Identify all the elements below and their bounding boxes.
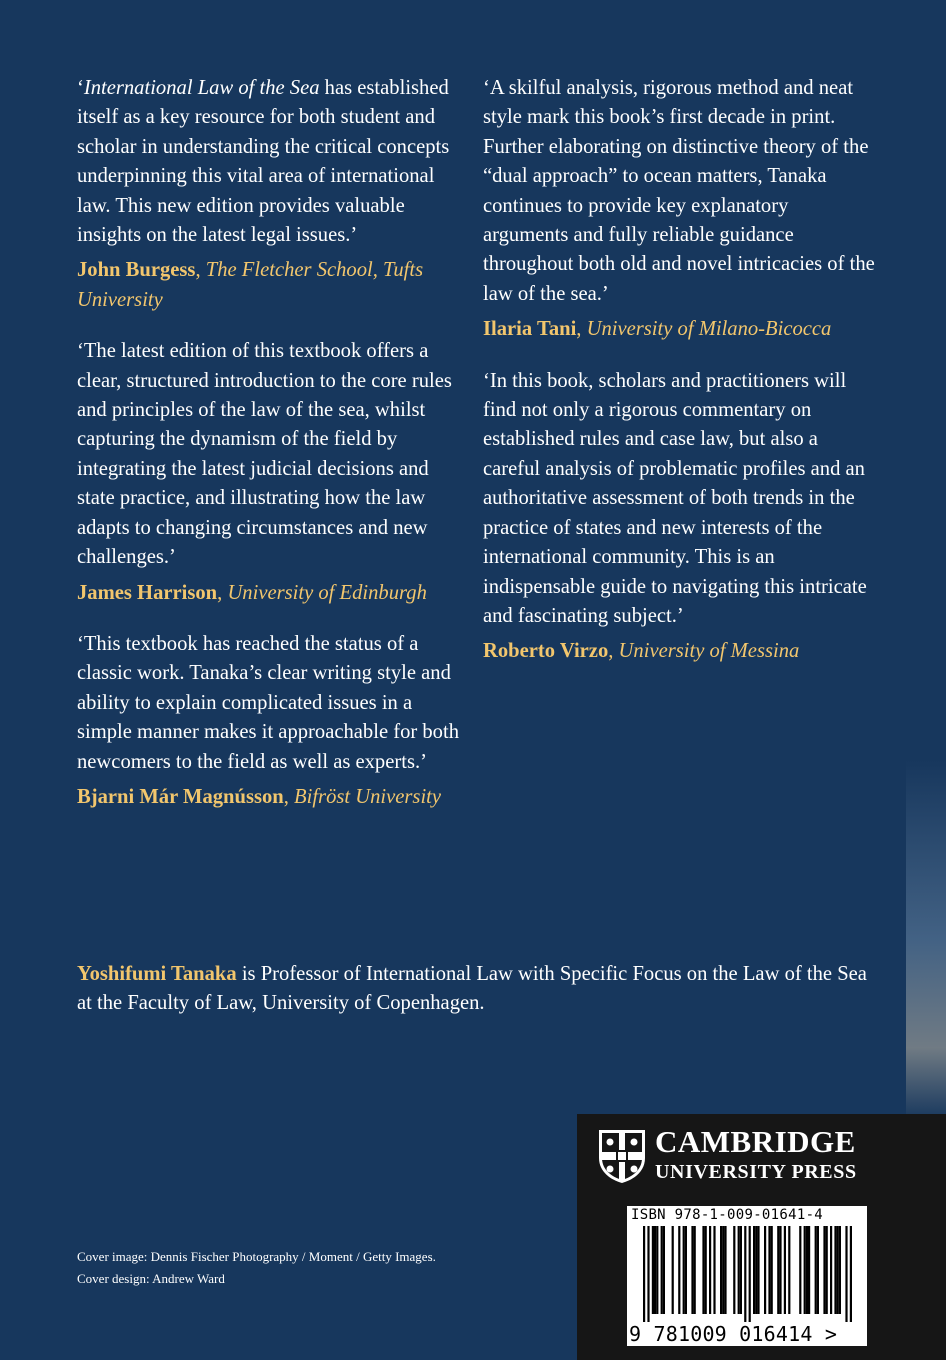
- barcode-bar: [724, 1226, 726, 1314]
- barcode-bar: [826, 1226, 828, 1314]
- review-tani: [483, 74, 878, 345]
- barcode-bar: [740, 1226, 742, 1314]
- reviewer-affiliation: Bifröst University: [294, 785, 442, 808]
- barcode-bar: [764, 1226, 766, 1314]
- barcode-bar: [733, 1226, 735, 1314]
- barcode-bar: [685, 1226, 687, 1314]
- barcode-bar: [753, 1226, 755, 1314]
- barcode-bars: [633, 1226, 861, 1322]
- barcode-bar: [654, 1226, 656, 1314]
- reviewer-affiliation: University of Edinburgh: [227, 581, 427, 604]
- review-quote: ‘The latest edition of this textbook offers a clear, structured introduction to the core rules and principles of the law of the sea, whilst capturing the dynamism of the field by integrating the latest judicial decisions and state practice, and illustrating how the law adapts to changing circumstances and new challenges.’: [77, 340, 452, 569]
- barcode-bar: [845, 1226, 847, 1322]
- review-attribution: Ilaria Tani, University of Milano-Bicocca: [483, 318, 832, 341]
- barcode-bar: [709, 1226, 711, 1314]
- barcode-bar: [806, 1226, 808, 1314]
- review-harrison: [77, 337, 467, 608]
- barcode-bar: [757, 1226, 759, 1314]
- barcode-bar: [777, 1226, 779, 1314]
- barcode-bar: [817, 1226, 819, 1314]
- author-bio: [77, 960, 877, 1019]
- barcode-bar: [850, 1226, 852, 1322]
- barcode-bar: [702, 1226, 704, 1314]
- reviews-right-column: [483, 74, 878, 689]
- cambridge-shield-icon: [597, 1128, 647, 1184]
- review-quote: ‘International Law of the Sea has established itself as a key resource for both student and scholar in understanding the critical concepts underpinning this vital area of international law. This new edition provides valuable insights on the latest legal issues.’: [77, 77, 450, 247]
- review-attribution: James Harrison, University of Edinburgh: [77, 581, 427, 604]
- barcode-bar: [694, 1226, 696, 1314]
- barcode-bar: [661, 1226, 663, 1314]
- reviewer-name: John Burgess: [77, 259, 196, 282]
- barcode-bar: [672, 1226, 674, 1314]
- barcode-bar: [784, 1226, 786, 1314]
- barcode-bar: [788, 1226, 790, 1314]
- barcode-bar: [768, 1226, 770, 1314]
- barcode-bar: [755, 1226, 757, 1314]
- publisher-block: [577, 1114, 946, 1360]
- barcode-bar: [744, 1226, 746, 1322]
- review-attribution: Roberto Virzo, University of Messina: [483, 640, 800, 663]
- reviews-left-column: [77, 74, 467, 834]
- cover-design-credit: Cover design: Andrew Ward: [77, 1271, 225, 1286]
- review-virzo: [483, 367, 878, 667]
- book-title: International Law of the Sea: [83, 77, 320, 99]
- barcode-bar: [647, 1226, 649, 1322]
- review-quote: ‘In this book, scholars and practitioners will find not only a rigorous commentary on established rules and case law, but also a careful analysis of problematic profiles and an authoritative assessment of both trends in the practice of states and new interests of the international community. This is an indispensable guide to navigating this intricate and fascinating subject.’: [483, 369, 867, 627]
- author-bio-text: is Professor of International Law with Specific Focus on the Law of the Sea at the Faculty of Law, University of Copenhagen.: [77, 963, 867, 1015]
- barcode-bar: [808, 1226, 810, 1314]
- barcode-bar: [652, 1226, 654, 1314]
- barcode-bar: [720, 1226, 722, 1314]
- reviewer-affiliation: University of Milano-Bicocca: [586, 318, 832, 341]
- review-quote: ‘This textbook has reached the status of a classic work. Tanaka’s clear writing style and ability to explain complicated issues in a simple manner makes it approachable for both newcomers to the field as well as experts.’: [77, 632, 459, 773]
- barcode-bar: [771, 1226, 773, 1314]
- barcode-bar: [779, 1226, 781, 1314]
- barcode-bar: [678, 1226, 680, 1314]
- reviewer-affiliation: University of Messina: [618, 640, 800, 663]
- barcode-bar: [691, 1226, 693, 1314]
- barcode-bar: [656, 1226, 658, 1314]
- author-name: Yoshifumi Tanaka: [77, 963, 237, 985]
- review-burgess: [77, 74, 467, 315]
- review-attribution: John Burgess, The Fletcher School, Tufts University: [77, 259, 424, 311]
- reviewer-name: Roberto Virzo: [483, 640, 609, 663]
- reviewer-affiliation: The Fletcher School, Tufts University: [77, 259, 424, 311]
- publisher-subname: UNIVERSITY PRESS: [655, 1161, 857, 1183]
- barcode-bar: [815, 1226, 817, 1314]
- review-quote: ‘A skilful analysis, rigorous method and neat style mark this book’s first decade in print. Further elaborating on distinctive theory of the “dual approach” to ocean matters, Tanaka continues to provide key explanatory arguments and fully reliable guidance throughout both old and novel intricacies of the law of the sea.’: [483, 77, 875, 305]
- review-magnusson: [77, 630, 467, 812]
- isbn-label: ISBN 978-1-009-01641-4: [631, 1207, 824, 1223]
- isbn-barcode: [627, 1206, 867, 1346]
- barcode-bar: [823, 1226, 825, 1314]
- barcode-bar: [663, 1226, 665, 1314]
- barcode-bar: [722, 1226, 724, 1314]
- barcode-bar: [713, 1226, 715, 1314]
- barcode-bar: [643, 1226, 645, 1322]
- barcode-bar: [749, 1226, 751, 1322]
- barcode-bar: [804, 1226, 806, 1314]
- barcode-bar: [738, 1226, 740, 1314]
- barcode-bar: [834, 1226, 836, 1314]
- background-glow: [906, 760, 946, 1120]
- publisher-name: CAMBRIDGE: [655, 1124, 856, 1159]
- reviewer-name: Ilaria Tani: [483, 318, 577, 341]
- cover-credits: [77, 1246, 436, 1290]
- barcode-bar: [830, 1226, 832, 1314]
- review-attribution: Bjarni Már Magnússon, Bifröst University: [77, 785, 442, 808]
- barcode-bar: [705, 1226, 707, 1314]
- reviewer-name: Bjarni Már Magnússon: [77, 785, 284, 808]
- barcode-bar: [799, 1226, 801, 1314]
- reviewer-name: James Harrison: [77, 581, 218, 604]
- barcode-bar: [837, 1226, 839, 1314]
- barcode-digits: 9 781009 016414 >: [629, 1322, 838, 1346]
- cover-image-credit: Cover image: Dennis Fischer Photography / Moment / Getty Images.: [77, 1249, 436, 1264]
- barcode-bar: [683, 1226, 685, 1314]
- barcode-bar: [839, 1226, 841, 1314]
